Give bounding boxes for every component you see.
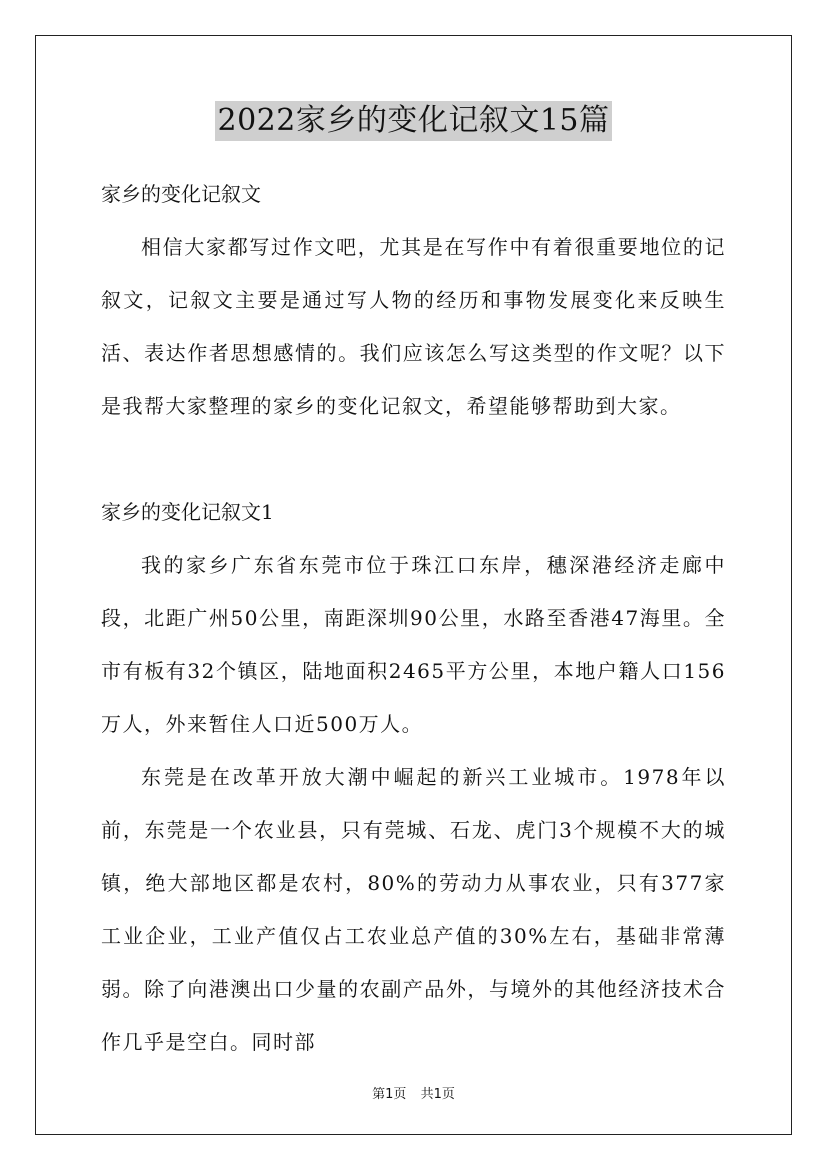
title-container: [0, 101, 827, 141]
article-1-heading: 家乡的变化记叙文1: [101, 500, 274, 524]
document-body: [101, 168, 726, 1069]
page-number-total: 共1页: [420, 1087, 455, 1102]
article-1-paragraph-2: 东莞是在改革开放大潮中崛起的新兴工业城市。1978年以前，东莞是一个农业县，只有莞城、石龙、虎门3个规模不大的城镇，绝大部地区都是农村，80%的劳动力从事农业，只有377家工业企业，工业产值仅占工农业总产值的30%左右，基础非常薄弱。除了向港澳出口少量的农副产品外，与境外的其他经济技术合作几乎是空白。同时部: [101, 765, 726, 1054]
section-heading: 家乡的变化记叙文: [101, 182, 261, 206]
article-1-paragraph-1: 我的家乡广东省东莞市位于珠江口东岸，穗深港经济走廊中段，北距广州50公里，南距深圳90公里，水路至香港47海里。全市有板有32个镇区，陆地面积2465平方公里，本地户籍人口156万人，外来暂住人口近500万人。: [101, 553, 726, 736]
page-number-current: 第1页: [372, 1087, 407, 1102]
page-footer: [0, 1083, 827, 1102]
document-title: 2022家乡的变化记叙文15篇: [215, 101, 611, 141]
paragraph-gap: [101, 433, 726, 486]
intro-paragraph: 相信大家都写过作文吧，尤其是在写作中有着很重要地位的记叙文，记叙文主要是通过写人物的经历和事物发展变化来反映生活、表达作者思想感情的。我们应该怎么写这类型的作文呢？以下是我帮大家整理的家乡的变化记叙文，希望能够帮助到大家。: [101, 235, 726, 418]
